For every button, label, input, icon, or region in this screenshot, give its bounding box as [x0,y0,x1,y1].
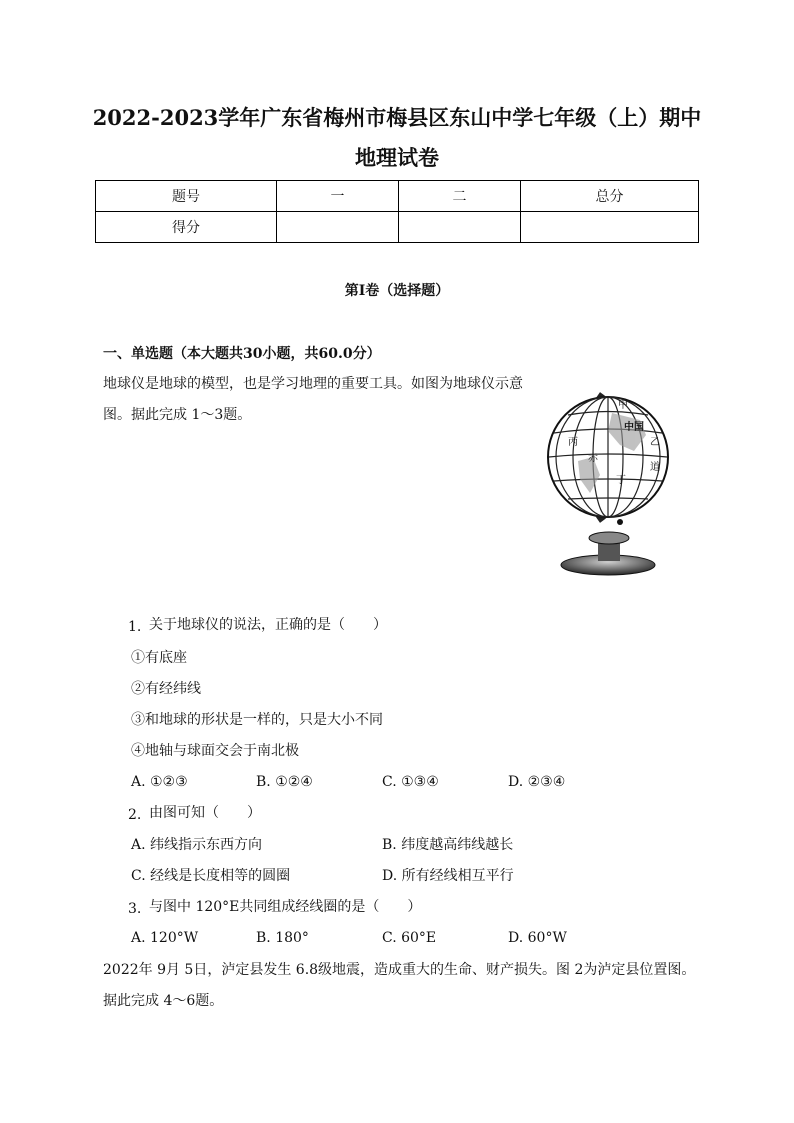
question-statement: ①有底座 [131,650,187,666]
score-table-header-row [96,181,699,212]
globe-label: 丁 [616,475,626,486]
score-row-label: 得分 [96,212,277,243]
answer-option[interactable]: D. ②③④ [508,774,566,790]
question-number: 2. [128,807,142,823]
question-statement: ④地轴与球面交会于南北极 [131,743,299,759]
score-table-score-row [96,212,699,243]
globe-label: 乙 [650,437,660,448]
answer-option[interactable]: D. 60°W [508,930,567,946]
answer-option[interactable]: C. ①③④ [382,774,439,790]
answer-option[interactable]: B. ①②④ [256,774,313,790]
answer-option[interactable]: A. ①②③ [131,774,188,790]
question-stem: 关于地球仪的说法，正确的是（ ） [149,617,387,633]
answer-option[interactable]: B. 纬度越高纬线越长 [382,837,514,853]
question-statement: ②有经纬线 [131,681,201,697]
part1-intro-line1: 地球仪是地球的模型，也是学习地理的重要工具。如图为地球仪示意 [103,376,523,392]
globe-illustration [538,375,696,580]
globe-label: 道 [650,462,660,473]
part1-intro-line2: 图。据此完成 1～3题。 [103,407,252,423]
answer-option[interactable]: A. 120°W [131,930,199,946]
volume-heading: 第I卷（选择题） [344,283,450,299]
globe-label: 赤 [588,453,598,464]
answer-option[interactable]: C. 60°E [382,930,437,946]
globe-label: 丙 [568,437,578,448]
next-intro-line2: 据此完成 4～6题。 [103,993,224,1009]
score-cell [521,212,699,243]
score-cell [399,212,521,243]
question-statement: ③和地球的形状是一样的，只是大小不同 [131,712,383,728]
score-table [95,180,699,243]
score-header-cell: 二 [399,181,521,212]
answer-option[interactable]: D. 所有经线相互平行 [382,868,514,884]
score-cell [277,212,399,243]
exam-title-line1: 2022-2023学年广东省梅州市梅县区东山中学七年级（上）期中 [92,105,702,130]
part1-heading: 一、单选题（本大题共30小题，共60.0分） [103,346,381,362]
next-intro-line1: 2022年 9月 5日，泸定县发生 6.8级地震，造成重大的生命、财产损失。图 2为泸定县位置图。 [103,962,696,978]
globe-label: 甲 [618,400,628,411]
exam-title-line2: 地理试卷 [355,145,439,170]
question-stem: 与图中 120°E共同组成经线圈的是（ ） [149,899,422,915]
answer-option[interactable]: C. 经线是长度相等的圆圈 [131,868,291,884]
score-header-cell: 一 [277,181,399,212]
score-header-cell: 总分 [521,181,699,212]
question-stem: 由图可知（ ） [149,805,261,821]
score-header-cell: 题号 [96,181,277,212]
answer-option[interactable]: B. 180° [256,930,309,946]
answer-option[interactable]: A. 纬线指示东西方向 [131,837,263,853]
question-number: 3. [128,901,142,917]
globe-label: 中国 [624,422,644,433]
question-number: 1. [128,619,142,635]
